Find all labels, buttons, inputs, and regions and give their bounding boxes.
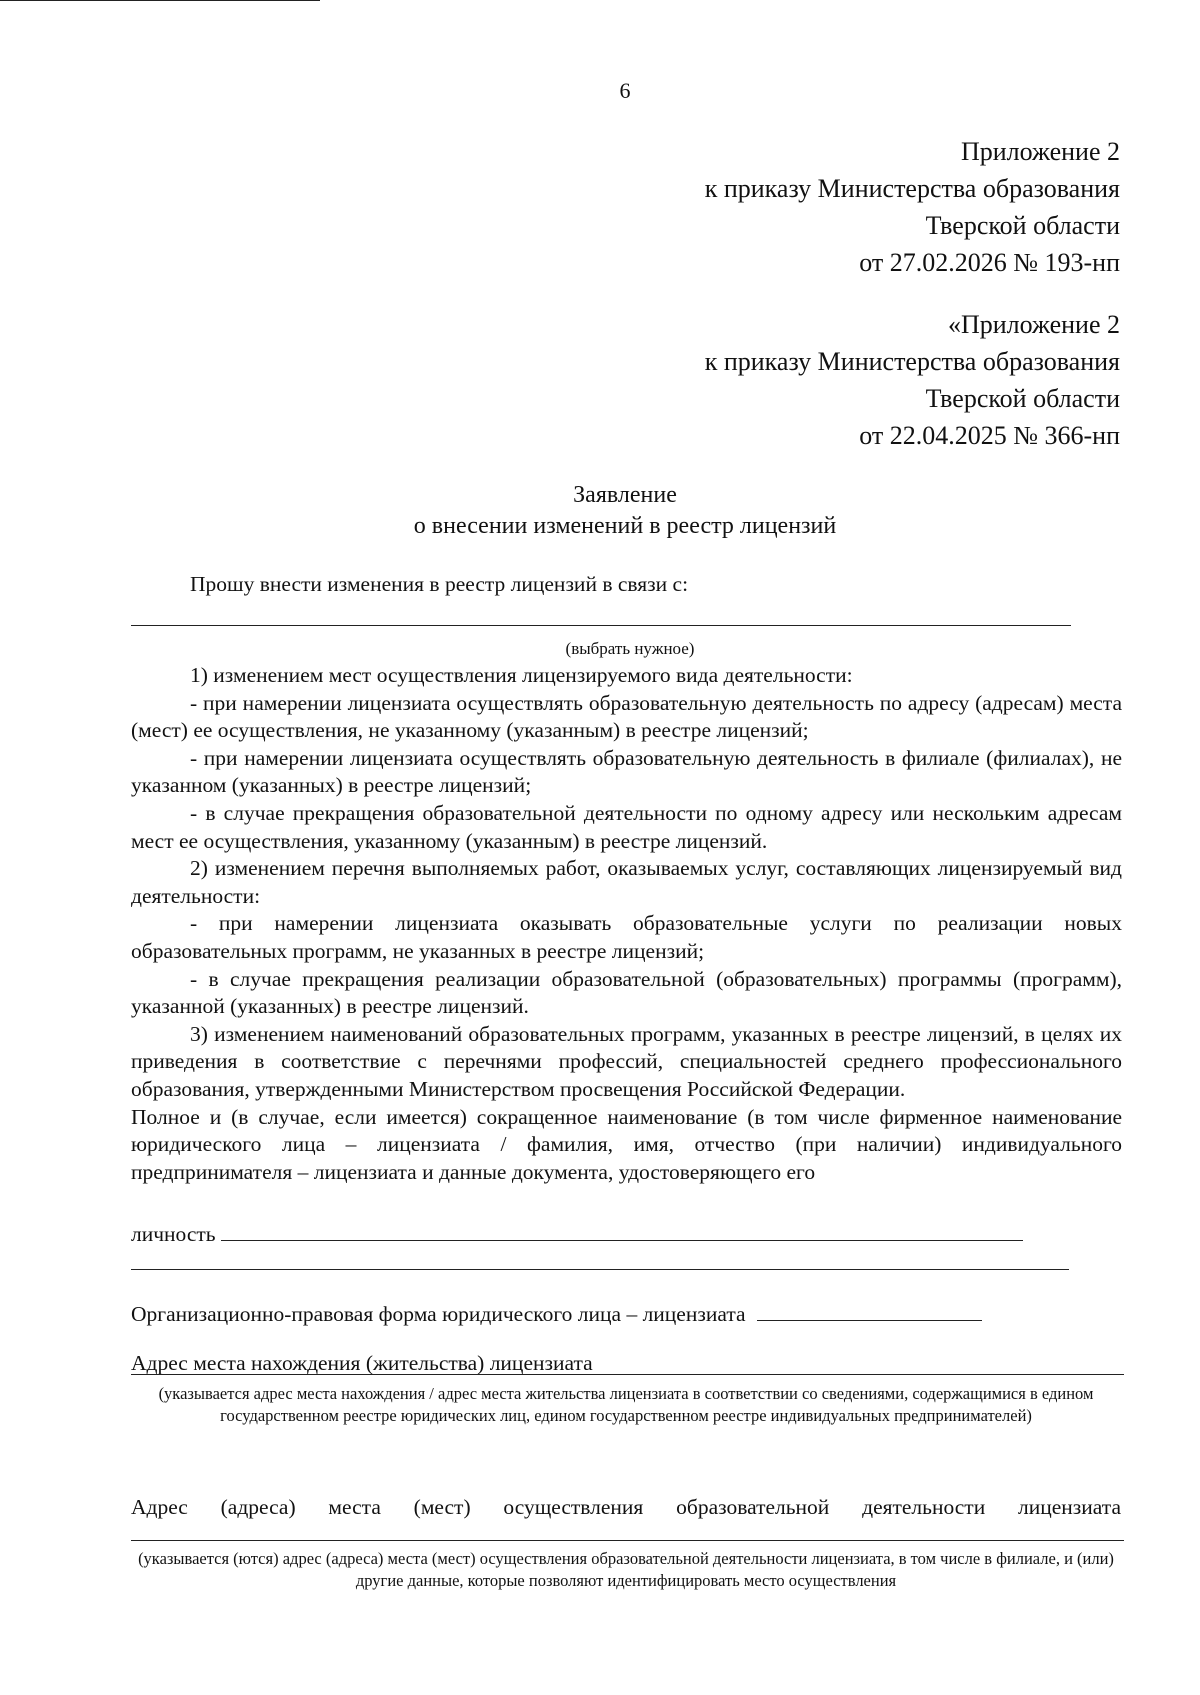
identity-fill-line bbox=[221, 1220, 1023, 1241]
appendix-header-current bbox=[705, 133, 1120, 281]
address-label: Адрес места нахождения (жительства) лицензиата bbox=[131, 1351, 593, 1375]
appendix-current-line-1: Приложение 2 bbox=[960, 137, 1120, 166]
request-line: Прошу внести изменения в реестр лицензий в связи с: bbox=[190, 572, 689, 596]
appendix-previous-line-1: «Приложение 2 bbox=[947, 310, 1120, 339]
appendix-previous-line-3: Тверской области bbox=[925, 384, 1120, 413]
org-form-fill-line bbox=[757, 1300, 982, 1321]
reason-fill-line bbox=[131, 625, 1071, 626]
identity-fill-line-2 bbox=[131, 1269, 1069, 1270]
org-form-label: Организационно-правовая форма юридического лица – лицензиата bbox=[131, 1302, 746, 1326]
title-line-2: о внесении изменений в реестр лицензий bbox=[413, 513, 837, 539]
reason-1-option-c: - в случае прекращения образовательной деятельности по одному адресу или нескольким адресам мест ее осуществления, указанному (указанным) в реестре лицензий. bbox=[131, 800, 1122, 853]
activity-fill-line bbox=[131, 1540, 1124, 1541]
identity-label: личность bbox=[131, 1222, 216, 1246]
reason-2-option-a: - при намерении лицензиата оказывать образовательные услуги по реализации новых образовательных программ, не указанных в реестре лицензий; bbox=[131, 911, 1122, 963]
top-edge-rule bbox=[0, 0, 320, 1]
appendix-previous-line-2: к приказу Министерства образования bbox=[704, 347, 1120, 376]
page-number: 6 bbox=[619, 78, 631, 103]
appendix-header-previous bbox=[705, 306, 1120, 454]
address-note: (указывается адрес места нахождения / адрес места жительства лицензиата в соответствии со сведениями, содержащимися в едином государственном реестре юридических лиц, едином государственном реестре индивидуальных предпринимателей) bbox=[158, 1384, 1094, 1425]
reasons-body bbox=[131, 662, 1122, 1186]
org-form-row bbox=[131, 1300, 982, 1329]
document-title bbox=[0, 480, 1200, 542]
address-fill-line bbox=[131, 1374, 1124, 1375]
title-line-1: Заявление bbox=[573, 482, 677, 508]
reason-2: 2) изменением перечня выполняемых работ, оказываемых услуг, составляющих лицензируемый вид деятельности: bbox=[131, 856, 1122, 908]
reason-1-option-b: - при намерении лицензиата осуществлять образовательную деятельность в филиале (филиалах), не указанном (указанных) в реестре лицензий; bbox=[131, 745, 1122, 798]
reason-2-option-b: - в случае прекращения реализации образовательной (образовательных) программы (программ), указанной (указанных) в реестре лицензий. bbox=[131, 966, 1122, 1019]
identity-row bbox=[131, 1220, 1023, 1249]
appendix-current-line-3: Тверской области bbox=[925, 211, 1120, 240]
reason-1-option-a: - при намерении лицензиата осуществлять образовательную деятельность по адресу (адресам) места (мест) ее осуществления, не указанному (указанным) в реестре лицензий; bbox=[131, 690, 1122, 743]
select-note: (выбрать нужное) bbox=[565, 639, 695, 658]
licensee-name-paragraph: Полное и (в случае, если имеется) сокращенное наименование (в том числе фирменное наименование юридического лица – лицензиата / фамилия, имя, отчество (при наличии) индивидуального предпринимателя – лицензиата и данные документа, удостоверяющего его bbox=[131, 1104, 1122, 1184]
reason-3: 3) изменением наименований образовательных программ, указанных в реестре лицензий, в целях их приведения в соответствие с перечнями профессий, специальностей среднего профессионального образования, утвержденными Министерством просвещения Российской Федерации. bbox=[131, 1021, 1122, 1101]
appendix-current-line-4: от 27.02.2026 № 193-нп bbox=[859, 248, 1120, 277]
activity-address-label: Адрес (адреса) места (мест) осуществления образовательной деятельности лицензиата bbox=[131, 1495, 1121, 1519]
activity-address-note: (указывается (ются) адрес (адреса) места (мест) осуществления образовательной деятельности лицензиата, в том числе в филиале, и (или) другие данные, которые позволяют идентифицировать место осуществления bbox=[138, 1549, 1114, 1590]
appendix-current-line-2: к приказу Министерства образования bbox=[704, 174, 1120, 203]
reason-1: 1) изменением мест осуществления лицензируемого вида деятельности: bbox=[190, 663, 853, 687]
appendix-previous-line-4: от 22.04.2025 № 366-нп bbox=[859, 421, 1120, 450]
